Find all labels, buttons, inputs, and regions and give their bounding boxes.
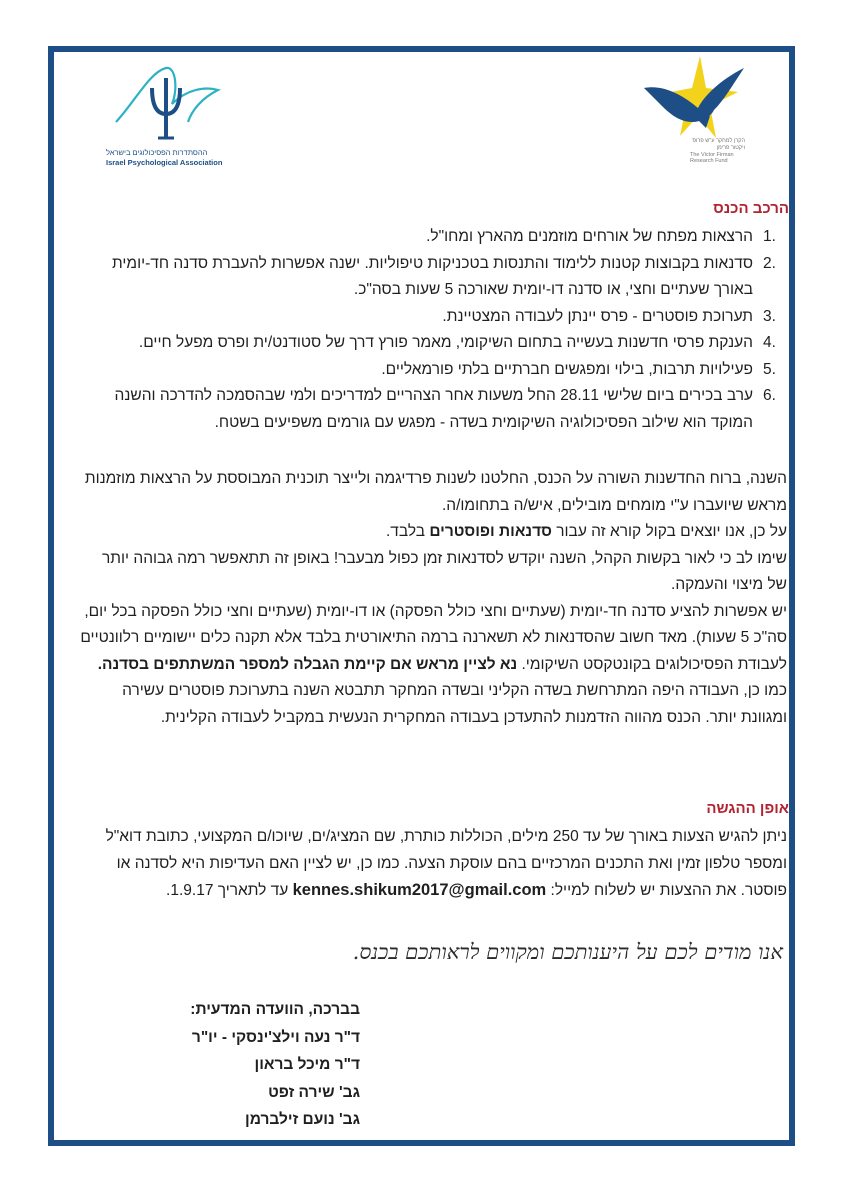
call-text: על כן, אנו יוצאים בקול קורא זה עבור — [551, 523, 787, 540]
submission-deadline: עד לתאריך 1.9.17. — [166, 882, 293, 899]
ipa-english-name: Israel Psychological Association — [106, 158, 223, 167]
signature-member: גב' שירה זפט — [268, 1083, 360, 1101]
workshop-bold: נא לציין מראש אם קיימת הגבלה למספר המשתתפים בסדנה. — [97, 655, 518, 673]
item-number: 3. — [763, 307, 776, 325]
item-number: 4. — [763, 334, 776, 351]
item-number: 6. — [763, 387, 776, 404]
section-heading-submission: אופן ההגשה — [706, 800, 789, 817]
list-item — [80, 304, 787, 331]
submission-text — [80, 824, 787, 905]
item-text: פעילויות תרבות, בילוי ומפגשים חברתיים בלתי פורמאליים. — [381, 360, 753, 378]
eagle-star-icon — [640, 56, 750, 140]
list-item — [80, 330, 787, 357]
item-number: 2. — [763, 254, 776, 272]
paragraph-innovation: השנה, ברוח החדשנות השורה על הכנס, החלטנו לשנות פרדיגמה ולייצר תוכנית המבוססת על הרצאות מוזמנות מראש שיועברו ע"י מומחים מובילים, איש/ה בתחומו/ה. — [84, 470, 787, 514]
paragraph-workshop-options — [80, 599, 787, 679]
list-item — [80, 224, 787, 251]
list-item — [80, 383, 787, 436]
workshop-text: יש אפשרות להציע סדנה חד-יומית (שעתיים וחצי כולל הפסקה) או דו-יומית (שעתיים וחצי כולל הפסקה בכל יום, סה"כ 5 שעות). מאד חשוב שהסדנאות לא תשארנה ברמה התיאורטית בלבד אלא תקנה כלים יישומיים רלוונטיים לעבודת הפסיכולוגים בקונטקסט השיקומי. — [80, 602, 787, 673]
submission-instructions: ניתן להגיש הצעות באורך של עד 250 מילים, הכוללות כותרת, שם המציג/ים, שיוכו/ם המקצועי, כתובת דוא"ל ומספר טלפון זמין ואת התכנים המרכזיים בהם עוסקת הצעה. כמו כן, יש לציין האם העדיפות היא לסדנה או פוסטר. את ההצעות יש לשלוח למייל: — [105, 828, 787, 899]
fund-hebrew-name: הקרן למחקר ע"ש פרופ' ויקטור פרימן — [691, 138, 745, 151]
fund-logo — [640, 56, 750, 166]
paragraph-posters: כמו כן, העבודה היפה המתרחשת בשדה הקליני ובשדה המחקר תתבטא השנה בתערוכת פוסטרים עשירה ומגוונת יותר. הכנס מהווה הזדמנות להתעדכן בעבודה המחקרית הנעשית במקביל לעבודה הקלינית. — [122, 682, 787, 726]
paragraph-attention: שימו לב כי לאור בקשות הקהל, השנה יוקדש לסדנאות זמן כפול מבעבר! באופן זה תתאפשר רמה גבוהה יותר של מיצוי והעמקה. — [102, 549, 787, 593]
item-text: הרצאות מפתח של אורחים מוזמנים מהארץ ומחו"ל. — [426, 228, 753, 245]
paragraph-call — [80, 519, 787, 546]
email-link[interactable]: kennes.shikum2017@gmail.com — [292, 881, 547, 899]
item-text: סדנאות בקבוצות קטנות ללימוד והתנסות בטכניקות טיפוליות. ישנה אפשרות להעברת סדנה חד-יומית באורך שעתיים וחצי, או סדנה דו-יומית שאורכה 5 שעות בסה"כ. — [112, 254, 753, 298]
section-heading-conference: הרכב הכנס — [713, 200, 789, 217]
signature-greeting: בברכה, הוועדה המדעית: — [190, 1001, 360, 1018]
ipa-logo — [106, 60, 226, 170]
item-number: 1. — [763, 228, 776, 245]
list-item — [80, 357, 787, 384]
signature-member: גב' נועם זילברמן — [245, 1111, 360, 1128]
item-text: הענקת פרסי חדשנות בעשייה בתחום השיקומי, מאמר פורץ דרך של סטודנט/ית ופרס מפעל חיים. — [138, 334, 753, 351]
body-text — [80, 466, 787, 731]
call-bold: סדנאות ופוסטרים — [429, 523, 552, 540]
signature-block — [160, 996, 360, 1134]
signature-member: ד"ר נעה וילצ'ינסקי - יו"ר — [191, 1028, 360, 1046]
item-text: ערב בכירים ביום שלישי 28.11 החל משעות אחר הצהריים למדריכים ולמי שבהסמכה להדרכה והשנה המוקד הוא שילוב הפסיכולוגיה השיקומית בשדה - מפגש עם גורמים משפיעים בשטח. — [114, 387, 753, 431]
call-end: בלבד. — [385, 523, 430, 540]
psi-icon — [106, 60, 226, 150]
item-text: תערוכת פוסטרים - פרס יינתן לעבודה המצטיינת. — [442, 307, 753, 325]
list-item — [80, 251, 787, 304]
closing-line: אנו מודים לכם על היענותכם ומקווים לראותכם בכנס. — [352, 940, 783, 964]
ipa-hebrew-name: ההסתדרות הפסיכולוגים בישראל — [106, 148, 208, 157]
fund-english-name: The Victor Firman Research Fund — [690, 152, 734, 164]
item-number: 5. — [763, 360, 776, 378]
signature-member: ד"ר מיכל בראון — [254, 1056, 360, 1073]
conference-items-list — [80, 224, 787, 436]
